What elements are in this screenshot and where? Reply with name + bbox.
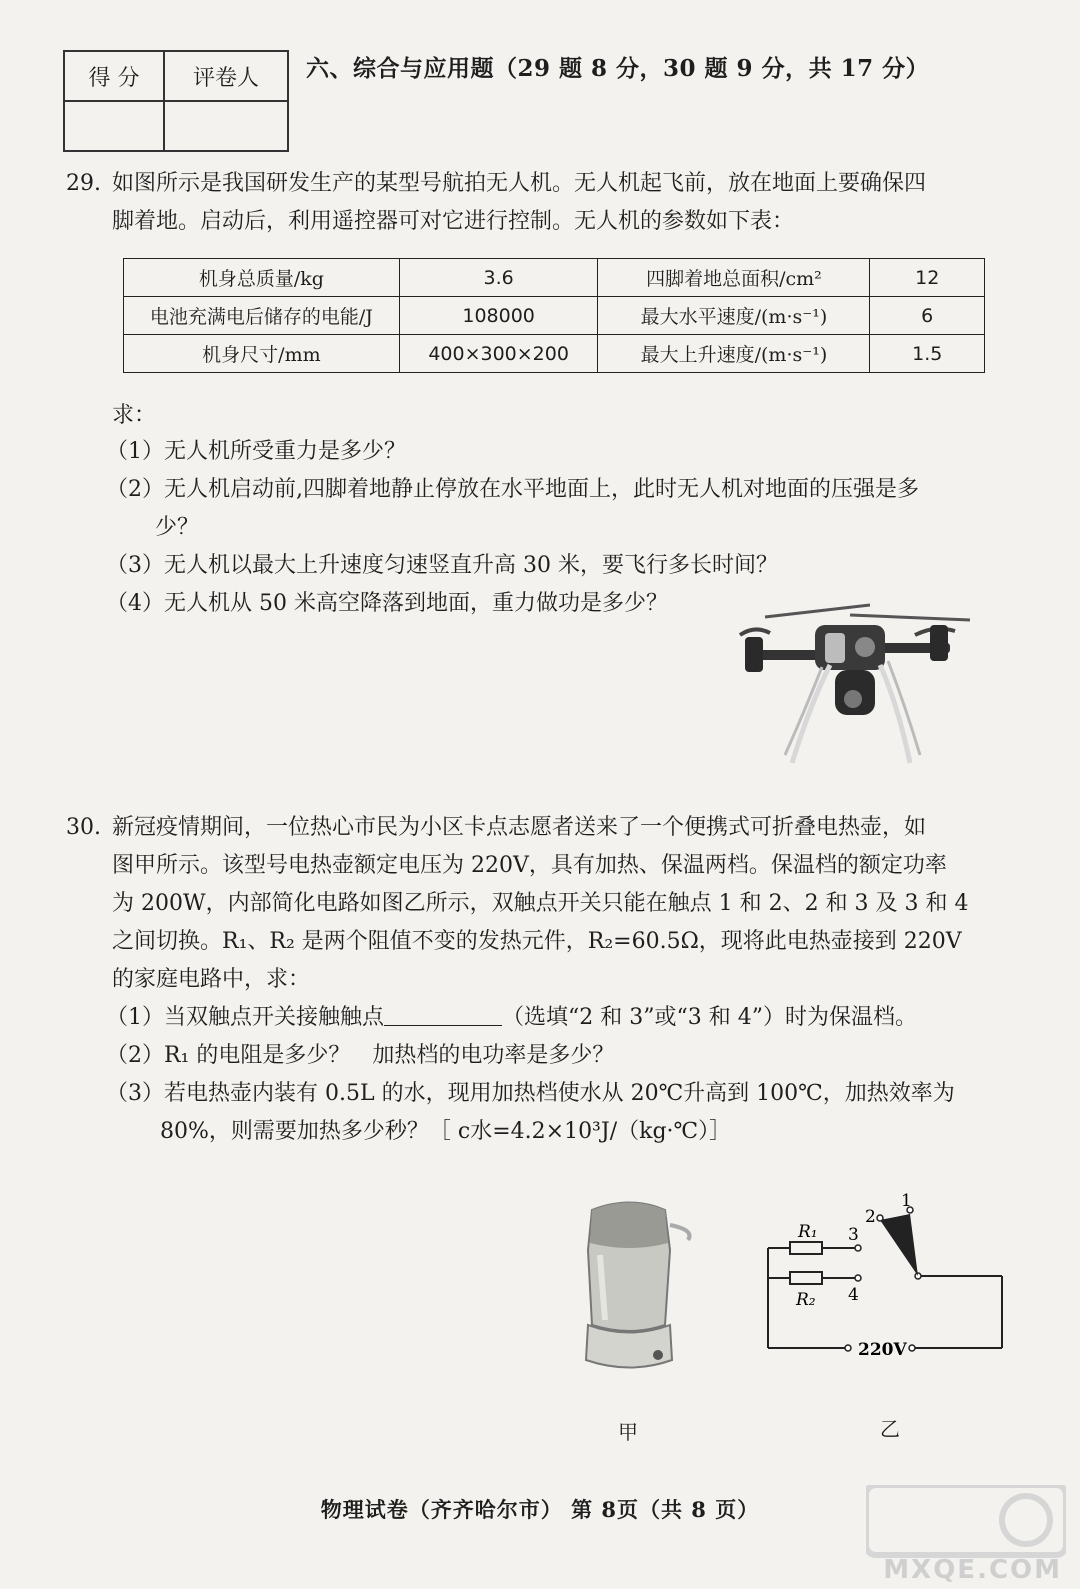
q30-line3: 为 200W，内部简化电路如图乙所示，双触点开关只能在触点 1 和 2、2 和 3 及 3 和 4	[112, 891, 969, 916]
q29-number: 29.	[66, 171, 101, 196]
param-value: 3.6	[399, 259, 598, 297]
r2-label: R₂	[796, 1290, 816, 1310]
drone-image	[730, 595, 980, 770]
figure-yi-caption: 乙	[880, 1417, 900, 1441]
param-label: 电池充满电后储存的电能/J	[124, 297, 400, 335]
q29-ask: 求：	[112, 403, 157, 428]
score-box	[63, 50, 289, 152]
q29-line2: 脚着地。启动后，利用遥控器可对它进行控制。无人机的参数如下表：	[112, 209, 795, 234]
param-label: 最大水平速度/(m·s⁻¹)	[598, 297, 870, 335]
section-title: 六、综合与应用题（29 题 8 分，30 题 9 分，共 17 分）	[306, 55, 930, 82]
r1-label: R₁	[798, 1222, 818, 1242]
param-value: 12	[870, 259, 985, 297]
page-footer: 物理试卷（齐齐哈尔市） 第 8页（共 8 页）	[320, 1497, 760, 1522]
q29-line1: 如图所示是我国研发生产的某型号航拍无人机。无人机起飞前，放在地面上要确保四	[112, 171, 927, 196]
q29-sub4: （4）无人机从 50 米高空降落到地面，重力做功是多少？	[106, 591, 668, 616]
q29-sub3: （3）无人机以最大上升速度匀速竖直升高 30 米，要飞行多长时间？	[106, 553, 778, 578]
figure-jia-caption: 甲	[618, 1420, 638, 1444]
q30-sub1-pre: （1）当双触点开关接触触点	[106, 1005, 384, 1030]
q29-sub1: （1）无人机所受重力是多少？	[106, 439, 406, 464]
q30-sub2: （2）R₁ 的电阻是多少？ 加热档的电功率是多少？	[106, 1043, 615, 1068]
q30-line2: 图甲所示。该型号电热壶额定电压为 220V，具有加热、保温两档。保温档的额定功率	[112, 853, 947, 878]
answer-blank	[384, 1001, 502, 1026]
q30-sub3b: 80%，则需要加热多少秒？［ c水=4.2×10³J/（kg·℃）］	[160, 1119, 732, 1144]
q30-line1: 新冠疫情期间，一位热心市民为小区卡点志愿者送来了一个便携式可折叠电热壶，如	[112, 815, 927, 840]
kettle-image	[570, 1195, 700, 1395]
terminal-2: 2	[865, 1207, 876, 1227]
q30-sub1	[106, 998, 917, 1038]
q30-number: 30.	[66, 815, 101, 840]
param-value: 108000	[399, 297, 598, 335]
watermark-text: MXQE.COM	[883, 1555, 1062, 1585]
table-row	[124, 297, 985, 335]
param-value: 1.5	[870, 335, 985, 373]
q30-line5: 的家庭电路中，求：	[112, 967, 311, 992]
q29-sub2a: （2）无人机启动前,四脚着地静止停放在水平地面上，此时无人机对地面的压强是多	[106, 477, 919, 502]
table-row	[124, 259, 985, 297]
grader-label: 评卷人	[164, 51, 288, 101]
param-label: 四脚着地总面积/cm²	[598, 259, 870, 297]
terminal-3: 3	[848, 1225, 859, 1245]
terminal-1: 1	[901, 1191, 912, 1211]
score-label: 得 分	[64, 51, 164, 101]
param-label: 机身总质量/kg	[124, 259, 400, 297]
drone-params-table	[123, 258, 985, 373]
score-cell	[64, 101, 164, 151]
param-label: 最大上升速度/(m·s⁻¹)	[598, 335, 870, 373]
voltage-label: 220V	[858, 1340, 907, 1360]
param-label: 机身尺寸/mm	[124, 335, 400, 373]
param-value: 6	[870, 297, 985, 335]
grader-cell	[164, 101, 288, 151]
circuit-diagram	[750, 1190, 1020, 1375]
terminal-4: 4	[848, 1285, 859, 1305]
q30-sub3a: （3）若电热壶内装有 0.5L 的水，现用加热档使水从 20℃升高到 100℃，加热效率为	[106, 1081, 955, 1106]
param-value: 400×300×200	[399, 335, 598, 373]
q29-sub2b: 少？	[155, 515, 200, 540]
table-row	[124, 335, 985, 373]
q30-sub1-post: （选填“2 和 3”或“3 和 4”）时为保温档。	[502, 1005, 917, 1030]
q30-line4: 之间切换。R₁、R₂ 是两个阻值不变的发热元件，R₂=60.5Ω，现将此电热壶接到 220V	[112, 929, 962, 954]
